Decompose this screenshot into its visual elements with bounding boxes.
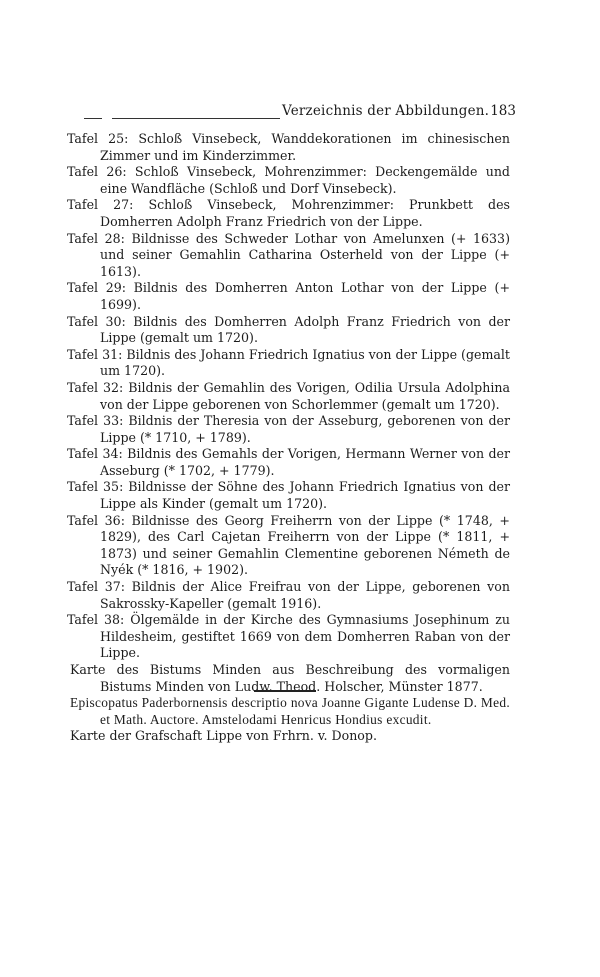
plate-caption: Bildnis der Alice Freifrau von der Lippe, geborenen von Sakrossky-Kapeller (gemalt 1916). <box>100 579 510 611</box>
list-item <box>67 164 510 197</box>
plate-caption: Ölgemälde in der Kirche des Gymnasiums Josephinum zu Hildesheim, gestiftet 1669 von dem Domherren Raban von der Lippe. <box>100 612 510 661</box>
plate-label: Tafel 28: <box>67 230 125 246</box>
list-item <box>67 131 510 164</box>
page-number: 183 <box>490 103 516 119</box>
plate-caption: Schloß Vinsebeck, Wanddekorationen im chinesischen Zimmer und im Kinderzimmer. <box>100 131 510 163</box>
list-item <box>67 446 511 479</box>
plate-caption: Bildnisse der Söhne des Johann Friedrich Ignatius von der Lippe als Kinder (gemalt um 1720). <box>100 479 510 512</box>
figure-list <box>67 131 511 745</box>
header-rule-left <box>84 118 102 119</box>
plate-label: Tafel 31: <box>67 346 123 362</box>
list-item <box>67 197 510 230</box>
plate-caption: Schloß Vinsebeck, Mohrenzimmer: Prunkbett des Domherren Adolph Franz Friedrich von der Lippe. <box>100 197 510 229</box>
header-title: Verzeichnis der Abbildungen. <box>282 103 490 119</box>
plate-caption: Bildnis der Theresia von der Asseburg, geborenen von der Lippe (* 1710, + 1789). <box>100 413 510 445</box>
map-entry: Karte des Bistums Minden aus Beschreibung des vormaligen Bistums Minden von Ludw. Theod. Holscher, Münster 1877. <box>70 662 510 694</box>
map-entry-lippe: Karte der Grafschaft Lippe von Frhrn. v. Donop. <box>70 728 377 744</box>
plate-label: Tafel 27: <box>67 197 134 213</box>
list-item <box>67 313 510 347</box>
list-item <box>67 612 510 662</box>
end-rule <box>254 690 316 692</box>
plate-label: Tafel 26: <box>67 164 127 180</box>
plate-caption: Bildnis der Gemahlin des Vorigen, Odilia Ursula Adolphina von der Lippe geborenen von Schorlemmer (gemalt um 1720). <box>100 379 510 412</box>
plate-label: Tafel 30: <box>67 313 126 329</box>
plate-caption: Bildnisse des Schweder Lothar von Amelunxen (+ 1633) und seiner Gemahlin Catharina Osterheld von der Lippe (+ 1613). <box>100 230 510 279</box>
list-item <box>67 280 510 313</box>
plate-label: Tafel 33: <box>67 413 124 429</box>
plate-label: Tafel 25: <box>67 131 129 146</box>
list-item <box>67 579 510 612</box>
plate-label: Tafel 36: <box>67 512 125 528</box>
running-header <box>84 103 516 123</box>
list-item <box>67 413 510 446</box>
list-item <box>67 479 510 512</box>
plate-caption: Bildnisse des Georg Freiherrn von der Lippe (* 1748, + 1829), des Carl Cajetan Freiherrn von der Lippe (* 1811, + 1873) und seiner Gemahlin Clementine geborenen Németh de Nyék (* 1816, + 1902). <box>100 512 510 578</box>
plate-caption: Bildnis des Johann Friedrich Ignatius von der Lippe (gemalt um 1720). <box>100 346 510 379</box>
plate-caption: Bildnis des Gemahls der Vorigen, Hermann Werner von der Asseburg (* 1702, + 1779). <box>100 446 511 478</box>
plate-label: Tafel 37: <box>67 579 125 595</box>
list-item <box>67 346 510 380</box>
latin-map-entry: Episcopatus Paderbornensis descriptio nova Joanne Gigante Ludense D. Med. et Math. Auctore. Amstelodami Henricus Hondius excudit. <box>70 695 510 727</box>
plate-caption: Bildnis des Domherren Anton Lothar von der Lippe (+ 1699). <box>100 280 510 312</box>
plate-label: Tafel 29: <box>67 280 126 296</box>
header-rule <box>112 118 280 119</box>
list-item <box>67 512 510 579</box>
plate-label: Tafel 34: <box>67 446 123 462</box>
plate-label: Tafel 32: <box>67 379 124 395</box>
plate-label: Tafel 38: <box>67 612 125 628</box>
plate-caption: Schloß Vinsebeck, Mohrenzimmer: Deckengemälde und eine Wandfläche (Schloß und Dorf Vinsebeck). <box>100 164 510 196</box>
list-item <box>67 230 510 281</box>
list-item <box>67 379 510 413</box>
plate-caption: Bildnis des Domherren Adolph Franz Friedrich von der Lippe (gemalt um 1720). <box>100 313 510 346</box>
plate-label: Tafel 35: <box>67 479 124 495</box>
